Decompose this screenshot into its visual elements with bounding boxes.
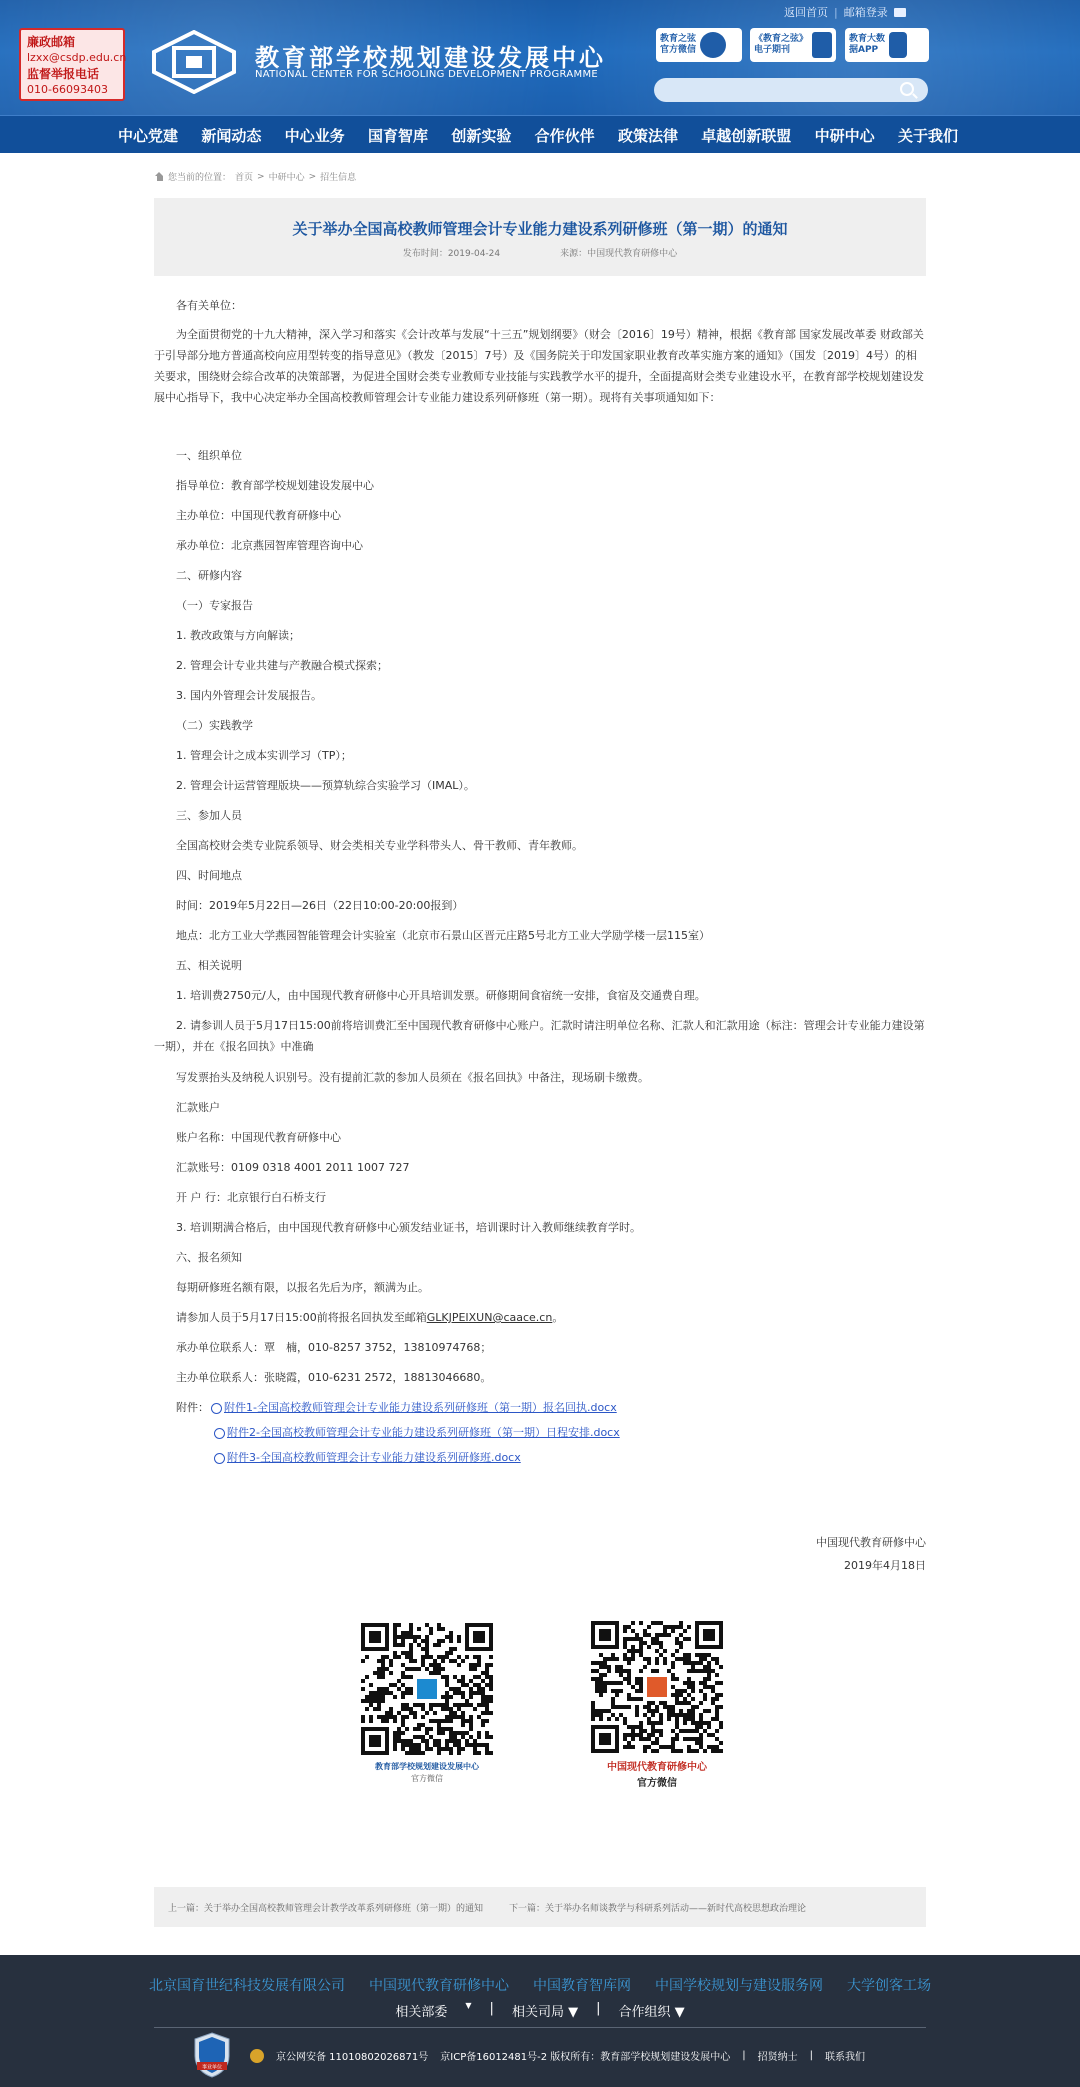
footer-link[interactable]: 北京国育世纪科技发展有限公司 [149,1978,345,1994]
badge-text: 事业单位 [201,2064,223,2071]
book-icon [812,32,832,58]
section-heading: 五、相关说明 [176,959,242,972]
body-line: 开 户 行：北京银行白石桥支行 [176,1191,326,1204]
next-article-link[interactable]: 下一篇：关于举办名师谈教学与科研系列活动——新时代高校思想政治理论 [509,1903,807,1914]
breadcrumb-admissions[interactable]: 招生信息 [320,173,357,183]
body-line: 账户名称：中国现代教育研修中心 [176,1131,341,1144]
doc-icon [211,1403,222,1414]
subsection-heading: （一）专家报告 [176,599,253,612]
doc-icon [214,1453,225,1464]
nav-item-about[interactable]: 关于我们 [897,126,958,145]
body-line: 主办单位联系人：张晓霞，010-6231 2572，18813046680。 [176,1371,492,1384]
ejournal-badge-line1: 《教育之弦》 [754,34,809,44]
ejournal-badge-line2: 电子期刊 [754,45,791,55]
icp-record[interactable]: 京ICP备16012481号-2 版权所有：教育部学校规划建设发展中心 [440,2052,731,2063]
qr-caption-2-sub: 官方微信 [637,1778,677,1789]
body-line: 1. 管理会计之成本实训学习（TP）； [176,749,352,762]
home-icon [155,172,164,181]
publish-date: 发布时间：2019-04-24 [402,249,501,259]
wechat-badge-text [660,34,696,56]
nav-item-alliance[interactable]: 卓越创新联盟 [701,126,792,145]
police-record[interactable]: 京公网安备 11010802026871号 [276,2052,429,2063]
footer-divider-bar: | [596,2001,601,2016]
footer-divider-bar: | [489,2001,494,2016]
contact-link[interactable]: 联系我们 [825,2052,866,2063]
body-line: 汇款账户 [176,1101,220,1114]
body-line: 每期研修班名额有限，以报名先后为序，额满为止。 [176,1281,429,1294]
body-line: 全国高校财会类专业院系领导、财会类相关专业学科带头人、骨干教师、青年教师。 [176,839,583,852]
body-line: 3. 培训期满合格后，由中国现代教育研修中心颁发结业证书，培训课时计入教师继续教育学时。 [176,1221,641,1234]
body-line: 承办单位联系人：覃 楠，010-8257 3752，13810974768； [176,1341,492,1354]
institution-badge-icon[interactable] [193,2032,231,2078]
footer-links [0,1975,1080,1995]
signer-date: 2019年4月18日 [844,1559,926,1572]
site-subtitle: NATIONAL CENTER FOR SCHOOLING DEVELOPMENT PROGRAMME [255,69,599,80]
breadcrumb [155,170,356,183]
body-line: 1. 教改政策与方向解读； [176,629,300,642]
wechat-badge-line1: 教育之弦 [660,34,697,44]
site-title[interactable]: 教育部学校规划建设发展中心 [255,44,606,72]
body-line: 2. 管理会计运营管理版块——预算轨综合实验学习（IMAL）。 [176,779,475,792]
subsection-heading: （二）实践教学 [176,719,253,732]
wechat-badge-line2: 官方微信 [660,45,697,55]
app-badge-line1: 教育大数 [849,34,886,44]
doc-icon [214,1428,225,1439]
email-line [176,1310,563,1326]
qr-caption-2: 中国现代教育研修中心 [607,1762,707,1773]
ejournal-badge-text [754,34,808,56]
qr-caption-1: 教育部学校规划建设发展中心 [375,1762,479,1771]
organizations-dropdown[interactable]: 合作组织 ▼ [618,2005,685,2020]
home-link[interactable]: 返回首页 [784,6,828,19]
body-line: 2. 管理会计专业共建与产教融合模式探索； [176,659,388,672]
qr-code-icon [361,1623,493,1755]
qr-caption-1-sub: 官方微信 [411,1774,443,1783]
app-badge-line2: 据APP [849,45,879,55]
site-header [0,0,1080,115]
section-heading: 四、时间地点 [176,869,242,882]
police-emblem-icon [250,2049,264,2063]
hotline-label: 监督举报电话 [27,67,100,81]
mailbox-label: 廉政邮箱 [27,35,76,49]
body-line: 指导单位：教育部学校规划建设发展中心 [176,479,374,492]
breadcrumb-home[interactable]: 首页 [235,173,254,183]
report-box [19,28,125,101]
email-line-suffix: 。 [552,1311,564,1324]
chevron-down-icon[interactable]: ▼ [465,2001,472,2010]
breadcrumb-sep: > [308,171,317,182]
footer-sep: | [742,2050,746,2061]
nav-item-innovation[interactable]: 创新实验 [451,126,512,145]
article-source: 来源：中国现代教育研修中心 [560,249,678,259]
nav-item-news[interactable]: 新闻动态 [201,126,262,145]
nav-item-partners[interactable]: 合作伙伴 [534,126,595,145]
body-line: 1. 培训费2750元/人，由中国现代教育研修中心开具培训发票。研修期间食宿统一安排，食宿及交通费自理。 [176,989,706,1002]
wechat-badge[interactable] [656,28,742,62]
signer-org: 中国现代教育研修中心 [816,1536,926,1549]
mail-login-link[interactable]: 邮箱登录 [843,6,888,19]
article-meta [154,246,926,259]
site-logo-icon[interactable] [152,30,236,94]
phone-icon [889,32,907,58]
attachment-label: 附件： [176,1401,209,1414]
email-line-prefix: 请参加人员于5月17日15:00前将报名回执发至邮箱 [176,1311,427,1324]
body-line: 汇款账号：0109 0318 4001 2011 1007 727 [176,1161,410,1174]
top-links-divider: | [834,5,838,19]
nav-item-thinktank[interactable]: 国育智库 [367,126,428,145]
footer-legal [250,2048,865,2063]
nav-item-party[interactable]: 中心党建 [118,126,179,145]
body-line: 承办单位：北京燕园智库管理咨询中心 [176,539,363,552]
footer-link[interactable]: 中国教育智库网 [533,1978,631,1994]
body-line: 主办单位：中国现代教育研修中心 [176,509,341,522]
footer-link[interactable]: 大学创客工场 [847,1978,931,1994]
attachment-link-2[interactable]: 附件2-全国高校教师管理会计专业能力建设系列研修班（第一期）日程安排.docx [227,1426,620,1439]
ejournal-badge[interactable] [750,28,836,62]
section-heading: 三、参加人员 [176,809,242,822]
attachment-row [176,1400,617,1416]
prev-article-link[interactable]: 上一篇：关于举办全国高校教师管理会计教学改革系列研修班（第一期）的通知 [168,1903,484,1914]
intro-paragraph: 为全面贯彻党的十九大精神，深入学习和落实《会计改革与发展“十三五”规划纲要》（财会〔2016〕19号）精神，根据《教育部 国家发展改革委 财政部关于引导部分地方普通高校向应用型转变的指导意见》（教发〔2015〕7号）及《国务院关于印发国家职业教育改革实施方案的通知》（国发〔2019〕4号）的相关要求，围绕财会综合改革的决策部署，为促进全国财会类专业教师专业技能与实践教学水平的提升，全面提高财会类专业建设水平，在教育部学校规划建设发展中心指导下，我中心决定举办全国高校教师管理会计专业能力建设系列研修班（第一期）。现将有关事项通知如下： [154,328,924,404]
bureaus-dropdown[interactable]: 相关司局 ▼ [511,2005,579,2020]
nav-item-business[interactable]: 中心业务 [284,126,345,145]
mail-icon[interactable] [894,8,906,17]
top-links [784,4,906,20]
breadcrumb-research-center[interactable]: 中研中心 [268,173,305,183]
breadcrumb-prefix: 您当前的位置： [168,173,232,183]
attachment-row [214,1450,521,1466]
nav-item-policy[interactable]: 政策法律 [617,126,678,145]
footer-link[interactable]: 中国现代教育研修中心 [369,1978,509,1994]
search-icon[interactable] [900,82,914,96]
body-line: 写发票抬头及纳税人识别号。没有提前汇款的参加人员须在《报名回执》中备注，现场刷卡缴费。 [176,1071,649,1084]
wechat-icon [700,32,726,58]
app-badge-text [849,34,885,56]
body-line: 时间：2019年5月22日—26日（22日10:00-20:00报到） [176,899,464,912]
footer-sep: | [809,2050,814,2061]
article-title: 关于举办全国高校教师管理会计专业能力建设系列研修班（第一期）的通知 [292,220,788,238]
section-heading: 二、研修内容 [176,569,242,582]
prev-next-bar [154,1887,926,1927]
email-link[interactable]: GLKJPEIXUN@caace.cn [426,1311,553,1324]
footer-divider [154,2027,926,2028]
hotline-value: 010-66093403 [27,83,108,96]
main-nav [0,115,1080,153]
body-line: 地点：北方工业大学燕园智能管理会计实验室（北京市石景山区晋元庄路5号北方工业大学励学楼一层115室） [176,929,710,942]
recruit-link[interactable]: 招贤纳士 [757,2052,798,2063]
body-paragraph: 2. 请参训人员于5月17日15:00前将培训费汇至中国现代教育研修中心账户。汇款时请注明单位名称、汇款人和汇款用途（标注：管理会计专业能力建设第一期），并在《报名回执》中准确 [154,1019,925,1053]
attachment-row [214,1425,620,1441]
qr-code-icon [591,1621,723,1753]
site-footer [0,1955,1080,2087]
salutation: 各有关单位： [176,299,242,312]
footer-link[interactable]: 中国学校规划与建设服务网 [655,1978,823,1994]
body-line: 3. 国内外管理会计发展报告。 [176,689,322,702]
attachment-link-1[interactable]: 附件1-全国高校教师管理会计专业能力建设系列研修班（第一期）报名回执.docx [224,1401,617,1414]
ministries-dropdown[interactable]: 相关部委 [395,2005,448,2020]
app-badge[interactable] [845,28,929,62]
nav-item-research-center[interactable]: 中研中心 [814,126,875,145]
breadcrumb-sep: > [257,171,265,182]
attachment-link-3[interactable]: 附件3-全国高校教师管理会计专业能力建设系列研修班.docx [227,1451,521,1464]
mailbox-value[interactable]: lzxx@csdp.edu.cn [27,51,127,64]
search-input[interactable] [654,78,928,102]
section-heading: 一、组织单位 [176,449,242,462]
article-header [154,198,926,276]
section-heading: 六、报名须知 [176,1251,242,1264]
footer-dropdowns [0,2001,1080,2020]
